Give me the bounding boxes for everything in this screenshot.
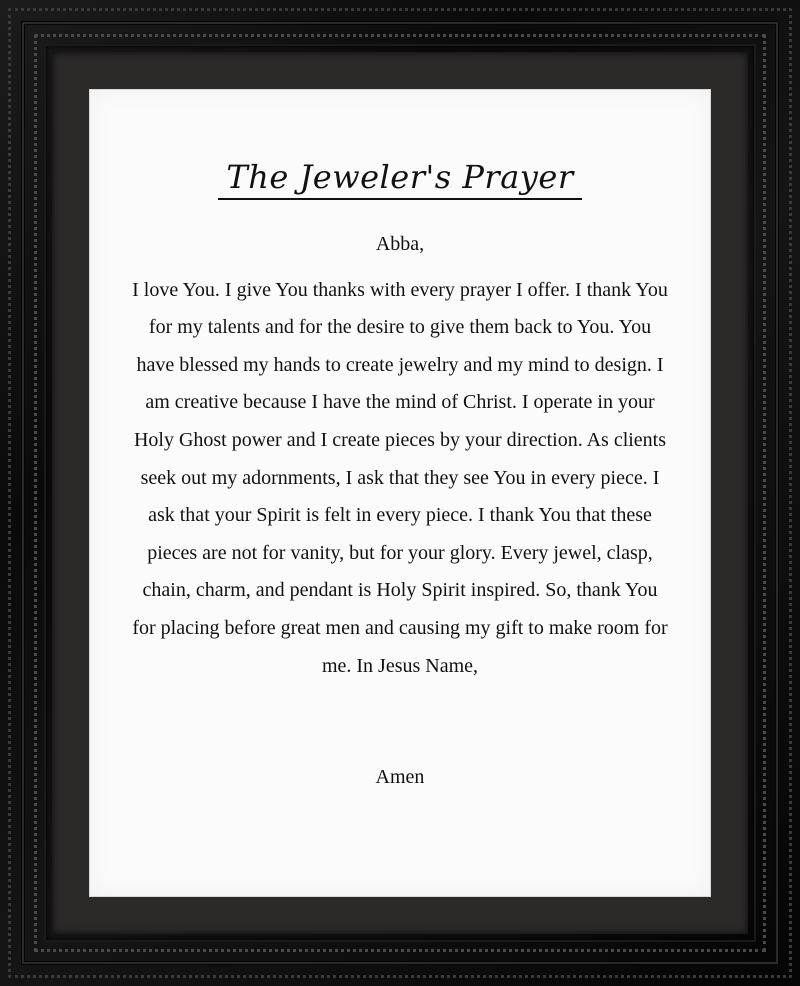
prayer-title-text: The Jeweler's Prayer <box>218 158 581 200</box>
prayer-body: I love You. I give You thanks with every prayer I offer. I thank You for my talents and for the desire to give them back to You. You have blessed my hands to create jewelry and my mind to design. I am creative because I have the mind of Christ. I operate in your Holy Ghost power and I create pieces by your direction. As clients seek out my adornments, I ask that they see You in every piece. I ask that your Spirit is felt in every piece. I thank You that these pieces are not for vanity, but for your glory. Every jewel, clasp, chain, charm, and pendant is Holy Spirit inspired. So, thank You for placing before great men and causing my gift to make room for me. In Jesus Name, <box>132 278 668 677</box>
prayer-paper <box>90 90 710 896</box>
prayer-salutation: Abba, <box>375 233 425 255</box>
prayer-closing: Amen <box>375 766 425 788</box>
prayer-content <box>130 226 670 685</box>
prayer-title <box>90 158 710 200</box>
